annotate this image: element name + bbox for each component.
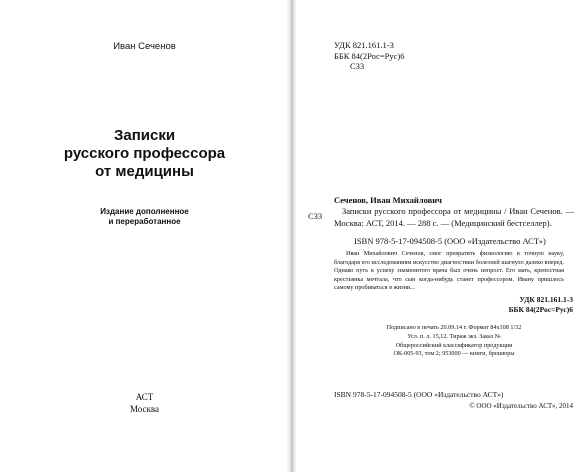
edition-note [0, 207, 289, 228]
print-line: Подписано в печать 20.09.14 г. Формат 84х108 1/32 [386, 324, 522, 331]
edition-line: и переработанное [108, 217, 181, 227]
title-line: русского профессора [63, 145, 226, 162]
bibliographic-entry [334, 195, 574, 229]
print-info [334, 324, 574, 359]
publisher-city: Москва [130, 403, 159, 414]
publisher-block [0, 392, 289, 415]
author-name: Иван Сеченов [113, 41, 176, 52]
annotation-text: Иван Михайлович Сеченов, смог превратить физиологию в точную науку, благодаря его исследованиям искусство диагностики болезней шагнуло далеко вперед. Однако путь к успеху знаменитого врача был очень непрост. Его мать, крепостная крестьянка мечтала, что сын когда-нибудь станет профессором. Ивану пришлось самому пробиваться в жизни... [334, 250, 564, 292]
print-line: Усл. п. л. 15,12. Тираж экз. Заказ № [407, 332, 501, 340]
margin-author-mark: С33 [308, 211, 323, 221]
left-page [0, 0, 289, 472]
author-mark: С33 [350, 61, 365, 72]
copyright-notice: © ООО «Издательство АСТ», 2014 [469, 402, 573, 410]
catalog-codes-bottom [509, 295, 573, 315]
udk-code: УДК 821.161.1-3 [334, 40, 394, 50]
udk-code-bottom: УДК 821.161.1-3 [519, 295, 573, 304]
title-line: от медицины [95, 163, 194, 180]
print-line: ОК-005-93, том 2; 953000 — книги, брошюры [393, 350, 515, 358]
title-line: Записки [113, 127, 176, 144]
entry-description: Записки русского профессора от медицины / Иван Сеченов. — Москва: АСТ, 2014. — 288 с. — (Медицинский бестселлер). [334, 206, 574, 228]
catalog-header [334, 40, 405, 72]
book-title [0, 127, 289, 181]
isbn-line: ISBN 978-5-17-094508-5 (ООО «Издательство АСТ») [354, 236, 546, 246]
footer-isbn: ISBN 978-5-17-094508-5 (ООО «Издательство АСТ») [334, 390, 504, 399]
bbk-code-bottom: ББК 84(2Рос=Рус)6 [508, 304, 573, 314]
bbk-code: ББК 84(2Рос=Рус)6 [334, 50, 405, 61]
publisher-name: АСТ [135, 392, 154, 402]
entry-author: Сеченов, Иван Михайлович [334, 195, 442, 205]
edition-line: Издание дополненное [100, 207, 189, 216]
print-line: Общероссийский классификатор продукции [395, 341, 513, 349]
right-page [296, 0, 585, 472]
